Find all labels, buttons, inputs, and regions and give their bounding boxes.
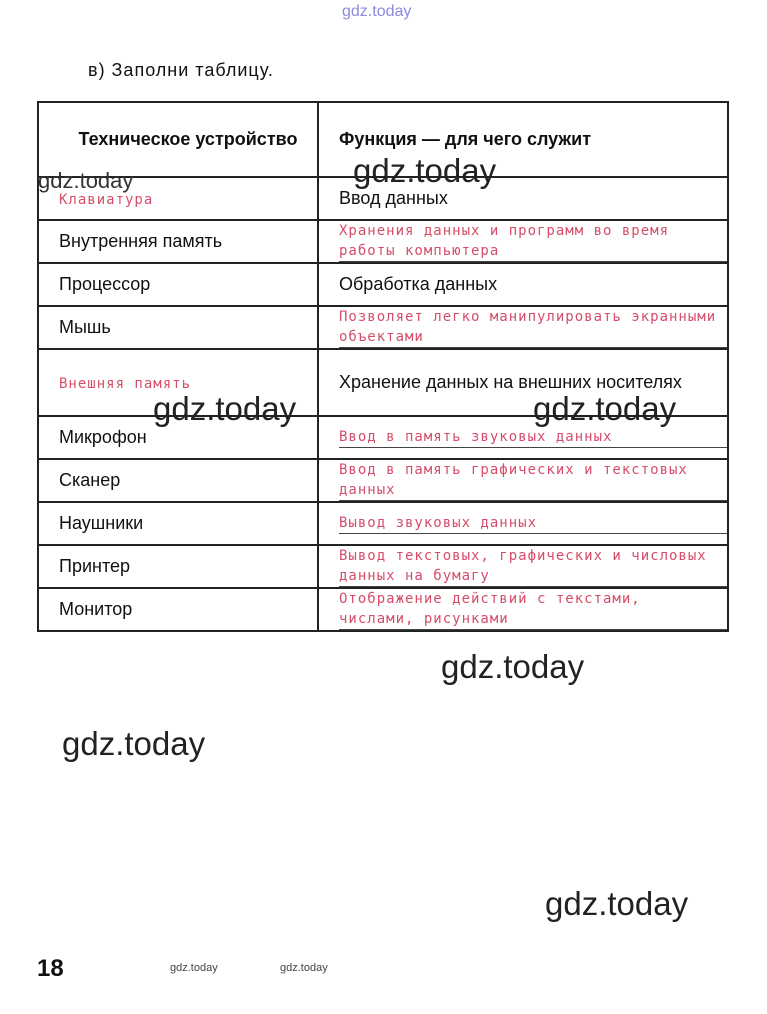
- handwritten-answer: Отображение действий с текстами, числами, рисунками: [339, 589, 727, 630]
- task-label: в) Заполни таблицу.: [88, 60, 274, 80]
- handwritten-answer: Вывод текстовых, графических и числовых данных на бумагу: [339, 546, 727, 587]
- table-row: [38, 220, 728, 263]
- table-row: [38, 306, 728, 349]
- table-row: [38, 588, 728, 631]
- device-name: Микрофон: [59, 427, 147, 447]
- header-function: Функция — для чего служит: [318, 102, 728, 177]
- watermark: gdz.today: [353, 152, 497, 189]
- device-name: Наушники: [59, 513, 144, 533]
- page-number: 18: [37, 955, 64, 982]
- table-row: [38, 459, 728, 502]
- device-cell: [38, 545, 318, 588]
- device-name: Внутренняя память: [59, 231, 223, 251]
- watermark: gdz.today: [38, 168, 134, 193]
- watermark: gdz.today: [545, 885, 689, 922]
- device-cell: [38, 263, 318, 306]
- watermark: gdz.today: [533, 390, 677, 427]
- device-name: Принтер: [59, 556, 131, 576]
- device-cell: [38, 588, 318, 631]
- function-cell: [318, 263, 728, 306]
- table-row: [38, 502, 728, 545]
- footer-watermark: gdz.today: [280, 962, 328, 974]
- device-name: Мышь: [59, 317, 111, 337]
- handwritten-answer: Хранения данных и программ во время работы компьютера: [339, 221, 727, 262]
- handwritten-answer: Ввод в память графических и текстовых данных: [339, 460, 727, 501]
- handwritten-answer: Клавиатура: [59, 191, 154, 208]
- function-text: Хранение данных на внешних носителях: [339, 372, 682, 392]
- handwritten-answer: Ввод в память звуковых данных: [339, 427, 727, 448]
- device-name: Процессор: [59, 274, 151, 294]
- handwritten-answer: Вывод звуковых данных: [339, 513, 727, 534]
- handwritten-answer: Внешняя память: [59, 375, 192, 392]
- watermark: gdz.today: [441, 648, 585, 685]
- device-cell: [38, 459, 318, 502]
- function-text: Ввод данных: [339, 188, 448, 208]
- handwritten-answer: Позволяет легко манипулировать экранными объектами: [339, 307, 727, 348]
- function-cell: [318, 306, 728, 349]
- table-row: [38, 263, 728, 306]
- function-cell: [318, 545, 728, 588]
- device-name: Сканер: [59, 470, 121, 490]
- footer-watermark: gdz.today: [170, 962, 218, 974]
- header-device: Техническое устройство: [38, 102, 318, 177]
- watermark-top: gdz.today: [342, 3, 412, 20]
- function-cell: [318, 588, 728, 631]
- device-cell: [38, 306, 318, 349]
- watermark: gdz.today: [153, 390, 297, 427]
- watermark: gdz.today: [62, 725, 206, 762]
- function-cell: [318, 220, 728, 263]
- function-cell: [318, 459, 728, 502]
- function-text: Обработка данных: [339, 274, 498, 294]
- device-cell: [38, 220, 318, 263]
- device-cell: [38, 502, 318, 545]
- function-cell: [318, 502, 728, 545]
- device-name: Монитор: [59, 599, 133, 619]
- table-row: [38, 545, 728, 588]
